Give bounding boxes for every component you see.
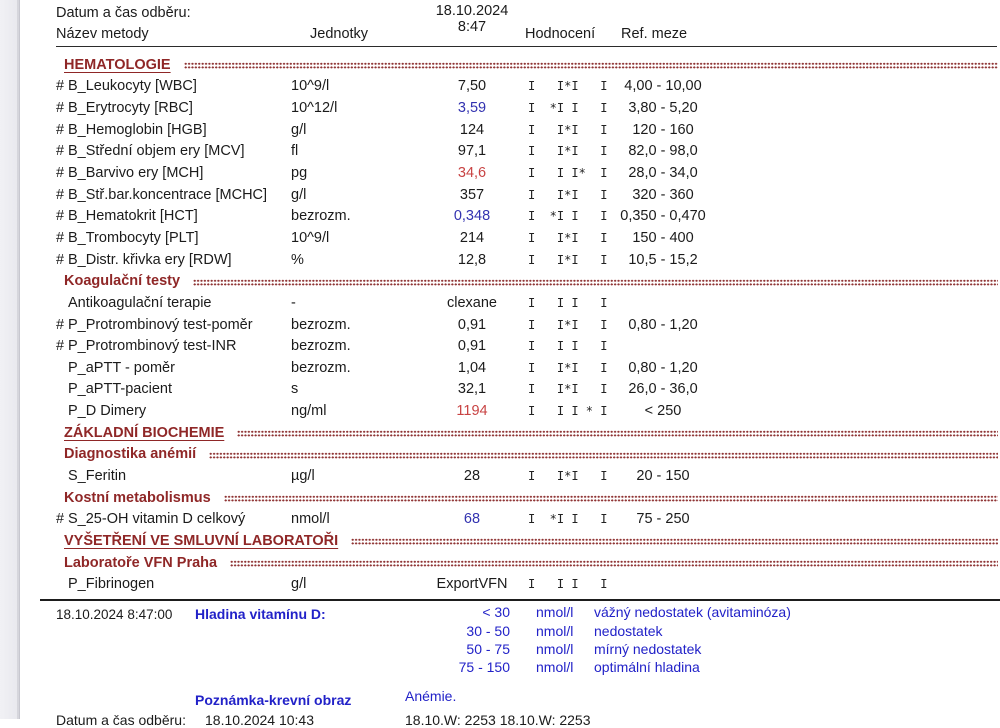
vitamin-note-datetime: 18.10.2024 8:47:00 [56,607,173,622]
level-range: 50 - 75 [466,640,510,657]
ref-range: 0,80 - 1,20 [628,316,698,333]
evaluation-marks: I I I I [528,339,608,354]
test-name: P_Protrombinový test-poměr [68,316,253,333]
test-name: B_Hemoglobin [HGB] [68,121,207,138]
truncated-next-row [0,712,1000,728]
test-name: P_aPTT - poměr [68,359,175,376]
test-value: 0,91 [457,316,487,333]
truncated-lab-codes: 18.10.W: 2253 18.10.W: 2253 [405,712,591,728]
test-name: B_Střední objem ery [MCV] [68,143,245,160]
evaluation-marks: I I*I I [528,382,608,397]
level-description: optimální hladina [594,659,700,676]
test-row [56,205,1000,227]
test-unit: 10^9/l [291,78,330,95]
hash-prefix: # [56,229,65,246]
test-name: P_Protrombinový test-INR [68,338,237,355]
column-header-units: Jednotky [310,26,369,42]
test-name: B_Erytrocyty [RBC] [68,100,193,117]
test-row [56,573,1000,595]
test-value: 68 [463,511,481,528]
test-row [56,97,1000,119]
ref-range: 4,00 - 10,00 [624,78,702,95]
hash-prefix: # [56,186,65,203]
level-description: nedostatek [594,622,663,639]
test-value: 1,04 [457,359,487,376]
ref-range: 0,350 - 0,470 [620,208,706,225]
hash-prefix: # [56,165,65,182]
test-value: 124 [459,121,485,138]
test-unit: bezrozm. [291,208,351,225]
evaluation-marks: I *I I I [528,209,608,224]
hash-prefix: # [56,316,65,333]
test-row [56,508,1000,530]
test-name: B_Stř.bar.koncentrace [MCHC] [68,186,268,203]
test-value: 1194 [456,403,488,420]
vitamin-level-row [450,640,791,658]
evaluation-marks: I I*I I [528,252,608,267]
section-row [56,487,1000,509]
hash-prefix: # [56,121,65,138]
evaluation-marks: I I*I I [528,360,608,375]
test-unit: g/l [291,186,307,203]
ref-range: < 250 [644,403,682,420]
evaluation-marks: I I I I [528,295,608,310]
test-name: S_25-OH vitamin D celkový [68,511,246,528]
column-header-evaluation: Hodnocení [525,26,596,42]
evaluation-marks: I I*I I [528,79,608,94]
collection-time: 8:47 [457,19,487,35]
header-separator-line [56,46,997,47]
section-title: ZÁKLADNÍ BIOCHEMIE [64,424,225,441]
hash-prefix: # [56,251,65,268]
test-value: 3,59 [457,100,487,117]
evaluation-marks: I I*I I [528,317,608,332]
truncated-collection-date: 18.10.2024 10:43 [205,712,314,728]
section-row [56,530,1000,552]
ref-range: 3,80 - 5,20 [628,100,698,117]
test-name: B_Distr. křivka ery [RDW] [68,251,232,268]
page-edge-gutter [0,0,19,719]
section-row [56,552,1000,574]
section-row [56,270,1000,292]
test-row [56,227,1000,249]
test-unit: % [291,251,304,268]
test-name: B_Leukocyty [WBC] [68,78,197,95]
test-unit: bezrozm. [291,338,351,355]
test-unit: bezrozm. [291,316,351,333]
test-unit: fl [291,143,299,160]
dotted-leader [230,560,998,567]
truncated-collection-label: Datum a čas odběru: [56,712,186,728]
section-title: Laboratoře VFN Praha [64,554,218,571]
evaluation-marks: I *I I I [528,512,608,527]
vitamin-levels-table [450,603,791,677]
test-value: 12,8 [457,251,487,268]
evaluation-marks: I I*I I [528,230,608,245]
test-name: S_Feritin [68,467,127,484]
level-range: < 30 [482,604,510,621]
hash-prefix: # [56,511,65,528]
evaluation-marks: I I*I I [528,468,608,483]
test-row [56,379,1000,401]
vitamin-note-label: Hladina vitamínu D: [195,606,326,622]
test-unit: 10^9/l [291,229,330,246]
test-unit: - [291,294,296,311]
ref-range: 10,5 - 15,2 [628,251,698,268]
level-unit: nmol/l [536,640,574,657]
test-row [56,119,1000,141]
test-value: 28 [463,467,481,484]
section-row [56,422,1000,444]
dotted-leader [209,452,998,459]
test-value: ExportVFN [436,576,508,593]
test-name: B_Trombocyty [PLT] [68,229,199,246]
ref-range: 0,80 - 1,20 [628,359,698,376]
test-unit: g/l [291,576,307,593]
test-row [56,162,1000,184]
evaluation-marks: I I*I I [528,122,608,137]
test-unit: pg [291,165,308,182]
section-row [56,444,1000,466]
ref-range: 320 - 360 [632,186,694,203]
dotted-leader [351,538,998,545]
hash-prefix: # [56,100,65,117]
footer-separator-line [40,599,1000,601]
test-row [56,400,1000,422]
hash-prefix: # [56,338,65,355]
level-unit: nmol/l [536,604,574,621]
test-row [56,292,1000,314]
level-unit: nmol/l [536,659,574,676]
test-row [56,141,1000,163]
test-row [56,76,1000,98]
level-range: 75 - 150 [458,659,510,676]
test-row [56,335,1000,357]
test-unit: µg/l [291,467,315,484]
test-value: 0,348 [453,208,491,225]
vitamin-level-row [450,603,791,621]
dotted-leader [237,430,998,437]
test-row [56,184,1000,206]
ref-range: 150 - 400 [632,229,694,246]
test-value: 357 [459,186,485,203]
test-value: 7,50 [457,78,487,95]
test-unit: 10^12/l [291,100,338,117]
dotted-leader [193,279,998,286]
test-name: B_Hematokrit [HCT] [68,208,198,225]
ref-range: 120 - 160 [632,121,694,138]
dotted-leader [224,495,998,502]
test-row [56,357,1000,379]
column-header-ref-range: Ref. meze [621,26,688,42]
collection-datetime-label: Datum a čas odběru: [56,5,191,21]
test-unit: ng/ml [291,403,327,420]
section-title: Diagnostika anémií [64,446,197,463]
test-unit: s [291,381,299,398]
test-row [56,314,1000,336]
test-name: P_aPTT-pacient [68,381,172,398]
collection-date: 18.10.2024 [435,3,509,19]
blood-count-note-label: Poznámka-krevní obraz [195,692,352,708]
section-title: VYŠETŘENÍ VE SMLUVNÍ LABORATOŘI [64,532,339,549]
ref-range: 26,0 - 36,0 [628,381,698,398]
vitamin-level-row [450,658,791,676]
results-table [56,54,1000,595]
test-name: Antikoagulační terapie [68,294,212,311]
test-name: P_Fibrinogen [68,576,155,593]
test-name: B_Barvivo ery [MCH] [68,165,204,182]
blood-count-note-value: Anémie. [405,688,457,704]
section-title: Kostní metabolismus [64,489,211,506]
test-value: 0,91 [457,338,487,355]
evaluation-marks: I I*I I [528,187,608,202]
test-value: 32,1 [457,381,487,398]
evaluation-marks: I I*I I [528,144,608,159]
hash-prefix: # [56,143,65,160]
ref-range: 82,0 - 98,0 [628,143,698,160]
level-description: mírný nedostatek [594,640,702,657]
evaluation-marks: I I I I [528,577,608,592]
test-row [56,465,1000,487]
vitamin-level-row [450,621,791,639]
hash-prefix: # [56,78,65,95]
section-title: HEMATOLOGIE [64,56,171,73]
test-row [56,249,1000,271]
test-unit: g/l [291,121,307,138]
hash-prefix: # [56,208,65,225]
ref-range: 28,0 - 34,0 [628,165,698,182]
level-unit: nmol/l [536,622,574,639]
level-range: 30 - 50 [466,622,510,639]
test-value: 214 [459,229,485,246]
column-header-method: Název metody [56,26,149,42]
section-title: Koagulační testy [64,273,181,290]
dotted-leader [184,62,998,69]
test-unit: bezrozm. [291,359,351,376]
level-description: vážný nedostatek (avitaminóza) [594,604,791,621]
test-unit: nmol/l [291,511,330,528]
test-value: 97,1 [457,143,487,160]
test-value: 34,6 [457,165,487,182]
collection-datetime-value [410,3,534,35]
section-row [56,54,1000,76]
ref-range: 75 - 250 [636,511,690,528]
evaluation-marks: I *I I I [528,101,608,116]
evaluation-marks: I I I * I [528,404,608,419]
test-value: clexane [447,294,497,311]
ref-range: 20 - 150 [636,467,690,484]
evaluation-marks: I I I* I [528,166,608,181]
test-name: P_D Dimery [68,403,147,420]
